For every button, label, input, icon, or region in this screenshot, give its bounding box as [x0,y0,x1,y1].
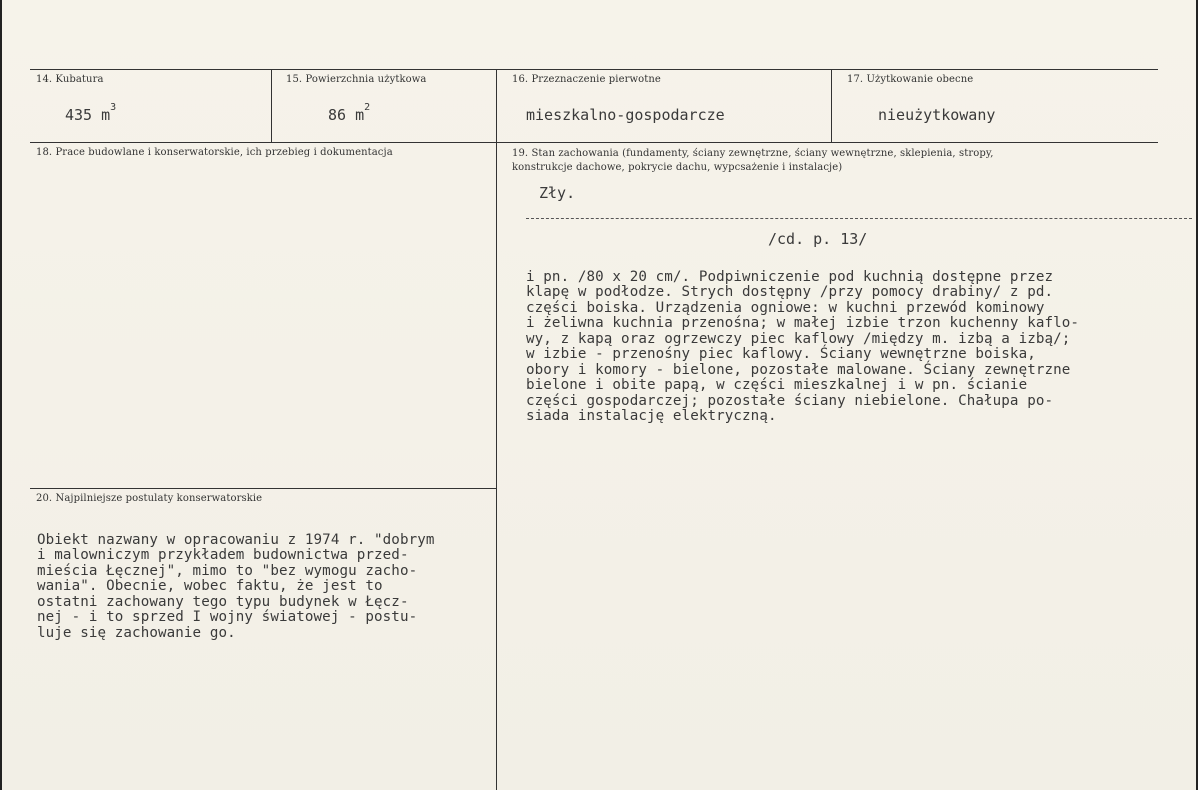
field-14-label: 14. Kubatura [36,74,104,85]
field-14-value [65,102,117,124]
field-14-number: 435 m [65,106,111,124]
field-19-line: i żeliwna kuchnia przenośna; w małej izbie trzon kuchenny kaflo- [526,315,1080,331]
field-19-line: wy, z kapą oraz ogrzewczy piec kaflowy /między m. izbą a izbą/; [526,330,1071,347]
field-19-line: bielone i obite papą, w części mieszkalnej i w pn. ścianie [526,377,1028,393]
field-14-superscript: 3 [110,102,117,113]
field-16-label: 16. Przeznaczenie pierwotne [512,74,661,85]
field-20-text [37,517,435,672]
dashed-separator [526,218,1192,219]
field-20-line: i malowniczym przykładem budownictwa przed- [37,547,409,563]
field-19-line: siada instalację elektryczną. [526,408,777,424]
field-15-superscript: 2 [364,102,371,113]
top-rule [30,69,1158,70]
field-15-number: 86 m [328,106,365,124]
field-20-line: ostatni zachowany tego typu budynek w Łęcz- [37,593,409,610]
field-17-value: nieużytkowany [878,106,996,124]
field-19-line: w izbie - przenośny piec kaflowy. Ściany wewnętrzne boiska, [526,346,1036,362]
field-18-label: 18. Prace budowlane i konserwatorskie, ich przebieg i dokumentacja [36,147,393,158]
field-19-label-line1: 19. Stan zachowania (fundamenty, ściany zewnętrzne, ściany wewnętrzne, sklepienia, stropy, [512,148,994,159]
field-16-value: mieszkalno-gospodarcze [526,106,725,124]
col-divider-2 [496,69,497,790]
field-20-line: mieścia Łęcznej", mimo to "bez wymogu zacho- [37,562,418,579]
field-15-label: 15. Powierzchnia użytkowa [286,74,427,85]
field-19-line: obory i komory - bielone, pozostałe malowane. Ściany zewnętrzne [526,361,1071,378]
col-divider-3 [831,69,832,142]
field-19-line: klapę w podłodze. Strych dostępny /przy pomocy drabiny/ z pd. [526,284,1054,300]
field-19-value: Zły. [539,184,576,202]
field-19-text [526,254,1079,456]
field-19-line: i pn. /80 x 20 cm/. Podpiwniczenie pod kuchnią dostępne przez [526,268,1054,285]
field-20-label: 20. Najpilniejsze postulaty konserwatorskie [36,493,263,504]
field-19-label-line2: konstrukcje dachowe, pokrycie dachu, wypcsażenie i instalacje) [512,162,843,173]
continuation-note: /cd. p. 13/ [768,230,868,248]
col-divider-1 [271,69,272,142]
section20-rule [30,488,496,489]
field-20-line: wania". Obecnie, wobec faktu, że jest to [37,578,383,594]
field-19-line: części gospodarczej; pozostałe ściany niebielone. Chałupa po- [526,392,1054,409]
row-rule [30,142,1158,143]
field-17-label: 17. Użytkowanie obecne [847,74,974,85]
field-20-line: Obiekt nazwany w opracowaniu z 1974 r. "dobrym [37,531,435,548]
field-19-line: części boiska. Urządzenia ogniowe: w kuchni przewód kominowy [526,299,1045,316]
field-20-line: nej - i to sprzed I wojny światowej - postu- [37,609,418,625]
field-15-value [328,102,371,124]
field-20-line: luje się zachowanie go. [37,624,236,641]
